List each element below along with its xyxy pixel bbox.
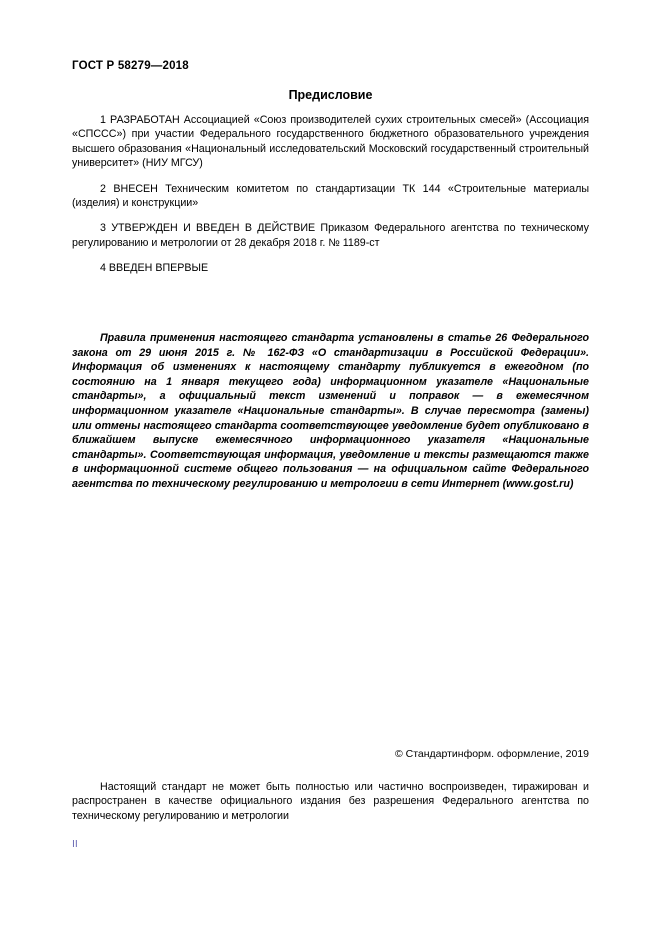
application-rules-text: Правила применения настоящего стандарта установлены в статье 26 Федерального закона от 29 июня 2015 г. № 162-ФЗ «О стандартизации в Российской Федерации». Информация об изменениях к настоящему стандарту публикуется в ежегодном (по состоянию на 1 января текущего года) информационном указателе «Национальные стандарты», а официальный текст изменений и поправок — в ежемесячном информационном указателе «Национальные стандарты». В случае пересмотра (замены) или отмены настоящего стандарта соответствующее уведомление будет опубликовано в ближайшем выпуске ежемесячного информационного указателя «Национальные стандарты». Соответствующая информация, уведомление и тексты размещаются также в информационной системе общего пользования — на официальном сайте Федерального агентства по техническому регулированию и метрологии в сети Интернет (www.gost.ru) <box>72 332 589 490</box>
application-rules-notice <box>72 331 589 492</box>
reproduction-notice <box>72 780 589 823</box>
copyright-line: © Стандартинформ. оформление, 2019 <box>394 748 589 760</box>
preface-item-2: 2 ВНЕСЕН Техническим комитетом по стандартизации ТК 144 «Строительные материалы (изделия) и конструкции» <box>72 182 589 210</box>
preface-items <box>72 113 589 276</box>
preface-item-3: 3 УТВЕРЖДЕН И ВВЕДЕН В ДЕЙСТВИЕ Приказом Федерального агентства по техническому регулированию и метрологии от 28 декабря 2018 г. № 1189-ст <box>72 222 589 249</box>
page-title: Предисловие <box>288 88 373 102</box>
reproduction-notice-text: Настоящий стандарт не может быть полностью или частично воспроизведен, тиражирован и распространен в качестве официального издания без разрешения Федерального агентства по техническому регулированию и метрологии <box>72 781 589 822</box>
preface-item-4: 4 ВВЕДЕН ВПЕРВЫЕ <box>100 262 209 275</box>
page-number: II <box>72 838 78 850</box>
standard-code-header: ГОСТ Р 58279—2018 <box>72 60 189 72</box>
preface-item-1: 1 РАЗРАБОТАН Ассоциацией «Союз производителей сухих строительных смесей» (Ассоциация «СПССС») при участии Федерального государственного бюджетного образовательного учреждения высшего образования «Национальный исследовательский Московский государственный строительный университет» (НИУ МГСУ) <box>72 114 589 170</box>
